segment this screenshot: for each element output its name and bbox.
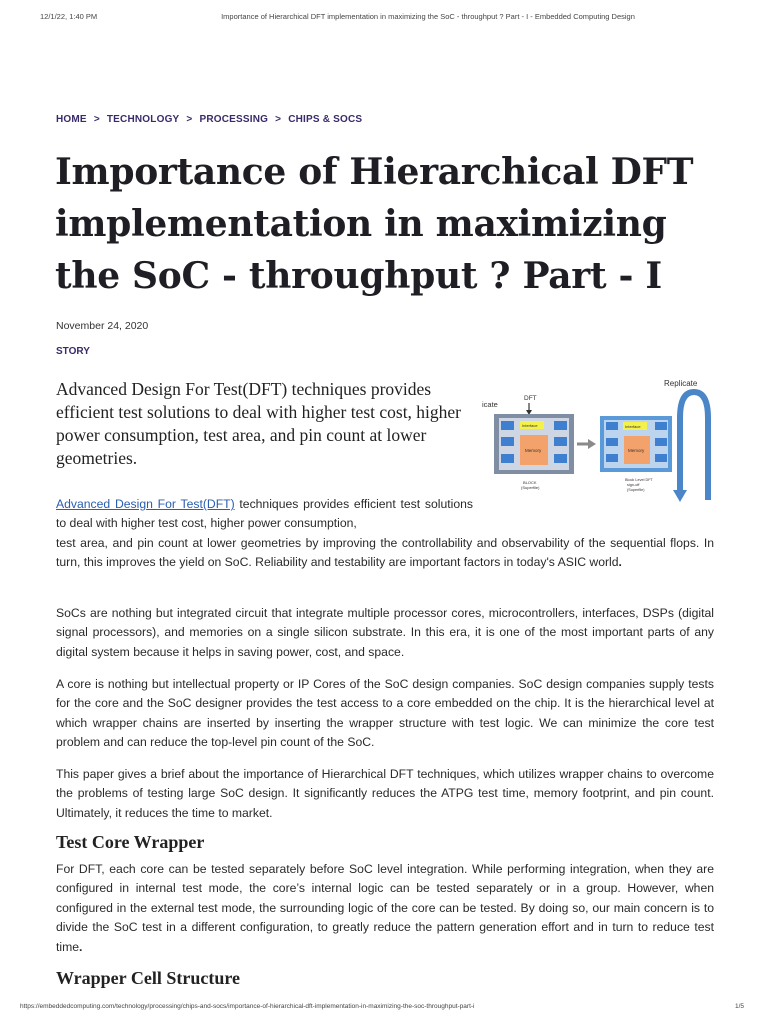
dft-diagram-figure	[480, 378, 712, 506]
block2-dft-box	[655, 438, 667, 446]
block1-dft-box	[554, 454, 567, 463]
block1-caption: BLOCK	[523, 480, 537, 485]
block2-memory-label: Memory	[628, 448, 645, 453]
print-page-number: 1/5	[734, 1003, 744, 1010]
block1-caption-sub: (Superfile)	[521, 485, 540, 490]
dft-diagram	[480, 378, 712, 506]
replicate-label: Replicate	[664, 379, 698, 388]
block2-dft-box	[655, 454, 667, 462]
paragraph-3: A core is nothing but intellectual property or IP Cores of the SoC design companies. SoC design companies supply tests for the core and the SoC designer provides the test access to a core embedded on the chip. It is the hierarchical level at which wrapper chains are inserted by inserting the wrapper structure with test logic. We can minimize the core test problem and can reduce the top-level pin count of the SoC.	[56, 677, 714, 750]
breadcrumb-technology[interactable]: TECHNOLOGY	[106, 114, 180, 125]
category-link[interactable]: STORY	[56, 346, 90, 357]
paragraph-1-text-b: test area, and pin count at lower geometries by improving the controllability and observability of the sequential flops. In turn, this improves the yield on SoC. Reliability and testability are important factors in today's ASIC world	[56, 536, 714, 570]
breadcrumb	[56, 114, 362, 125]
breadcrumb-separator: >	[93, 114, 100, 125]
heading-test-core-wrapper: Test Core Wrapper	[56, 832, 205, 852]
block2-caption: Block Level DFT	[625, 478, 653, 482]
paragraph-5-text: For DFT, each core can be tested separately before SoC level integration. While performing integration, when they are configured in internal test mode, the core’s internal logic can be tested separately or in a group. However, when configured in the external test mode, the surrounding logic of the core can be tested. By doing so, our main concern is to divide the SoC test in a different configuration, to greatly reduce the pattern generation effort and in turn to reduce test time	[56, 862, 714, 954]
article-lede: Advanced Design For Test(DFT) techniques provides efficient test solutions to deal with higher test cost, higher power consumption, test area, and pin count at lower geometries.	[56, 379, 462, 468]
print-datetime: 12/1/22, 1:40 PM	[40, 12, 98, 21]
replicate-arrow	[680, 392, 708, 500]
paragraph-1	[56, 495, 473, 534]
replicate-arrowhead	[673, 490, 687, 502]
print-url: https://embeddedcomputing.com/technology/processing/chips-and-socs/importance-of-hierarchical-dft-implementation-in-maximizing-the-soc-throughput-part-i	[20, 1003, 475, 1010]
breadcrumb-chips-socs[interactable]: CHIPS & SOCS	[288, 114, 363, 125]
block2-dft-box	[606, 438, 618, 446]
block2-interface-label: Interface	[625, 424, 641, 429]
breadcrumb-separator: >	[275, 114, 282, 125]
replicate-left-label: icate	[482, 400, 498, 409]
block2-caption-sub2: (Superfile)	[627, 488, 645, 492]
paragraph-2: SoCs are nothing but integrated circuit that integrate multiple processor cores, microcontrollers, interfaces, DSPs (digital signal processors), and memories on a single silicon substrate. In this era, it is one of the most important parts of any digital system because it helps in saving power, cost, and space.	[56, 606, 714, 659]
block2-dft-box	[655, 422, 667, 430]
block1-dft-box	[554, 437, 567, 446]
dft-link[interactable]: Advanced Design For Test(DFT)	[56, 497, 235, 511]
print-footer	[0, 1003, 768, 1015]
block1-dft-box	[501, 421, 514, 430]
dft-top-label: DFT	[524, 395, 537, 402]
block2-caption-sub: sign-off	[627, 483, 640, 487]
paragraph-1-continued	[56, 534, 714, 573]
paragraph-4: This paper gives a brief about the importance of Hierarchical DFT techniques, which utilizes wrapper chains to overcome the problems of testing large SoC design. It significantly reduces the ATPG test time, memory footprint, and pin count. Ultimately, it reduces the time to market.	[56, 767, 714, 820]
period: .	[79, 939, 83, 954]
breadcrumb-processing[interactable]: PROCESSING	[199, 114, 269, 125]
breadcrumb-separator: >	[186, 114, 193, 125]
print-header	[0, 12, 768, 26]
block2-dft-box	[606, 422, 618, 430]
block1-dft-box	[501, 437, 514, 446]
heading-wrapper-cell-structure: Wrapper Cell Structure	[56, 968, 240, 988]
block-arrowhead	[588, 439, 596, 449]
block1-dft-box	[554, 421, 567, 430]
print-page-title: Importance of Hierarchical DFT implementation in maximizing the SoC - throughput ? Part - I - Embedded Computing Design	[221, 12, 635, 21]
article-title: Importance of Hierarchical DFT implementation in maximizing the SoC - throughput ? Part - I	[55, 151, 694, 297]
block1-dft-box	[501, 454, 514, 463]
block1-interface-label: Interface	[522, 423, 538, 428]
breadcrumb-home[interactable]: HOME	[56, 114, 87, 125]
block2-dft-box	[606, 454, 618, 462]
paragraph-5	[56, 860, 714, 957]
block1-memory-label: Memory	[525, 448, 542, 453]
article-date: November 24, 2020	[56, 320, 149, 332]
period: .	[618, 555, 622, 570]
paragraph-1-text: techniques provides efficient test solutions to deal with higher test cost, higher power consumption,	[56, 497, 473, 531]
